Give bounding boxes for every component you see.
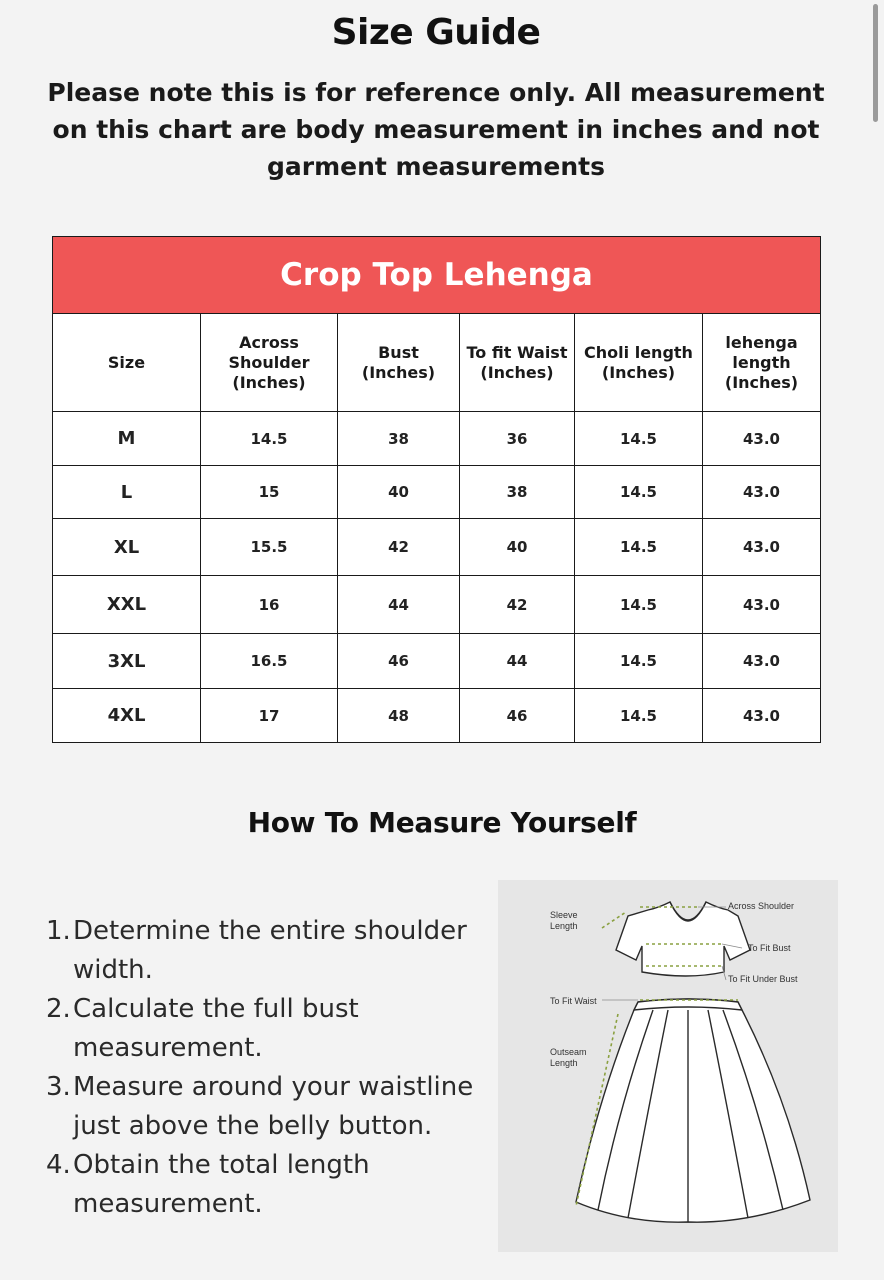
value-cell: 42 <box>338 519 460 576</box>
step-text: Obtain the total length measurement. <box>73 1150 370 1219</box>
value-cell: 16 <box>201 576 338 634</box>
header-size: Size <box>53 314 201 412</box>
label-to-fit-bust: To Fit Bust <box>748 943 791 953</box>
value-cell: 14.5 <box>575 634 703 689</box>
value-cell: 38 <box>460 466 575 519</box>
value-cell: 43.0 <box>703 519 821 576</box>
step-text: Calculate the full bust measurement. <box>73 994 359 1063</box>
value-cell: 46 <box>460 689 575 743</box>
value-cell: 44 <box>460 634 575 689</box>
value-cell: 14.5 <box>575 519 703 576</box>
size-cell: XXL <box>53 576 201 634</box>
size-cell: M <box>53 412 201 466</box>
size-cell: 4XL <box>53 689 201 743</box>
lehenga-diagram-illustration <box>498 880 838 1252</box>
value-cell: 17 <box>201 689 338 743</box>
step-item <box>46 912 491 990</box>
label-to-fit-waist: To Fit Waist <box>550 996 597 1006</box>
label-to-fit-under-bust: To Fit Under Bust <box>728 974 798 984</box>
label-sleeve: Sleeve <box>550 910 578 920</box>
step-item <box>46 990 491 1068</box>
size-cell: L <box>53 466 201 519</box>
value-cell: 14.5 <box>575 689 703 743</box>
value-cell: 40 <box>460 519 575 576</box>
step-text: Determine the entire shoulder width. <box>73 916 467 985</box>
step-item <box>46 1146 491 1224</box>
step-number: 2. <box>46 994 71 1024</box>
value-cell: 15.5 <box>201 519 338 576</box>
header-waist: To fit Waist (Inches) <box>460 314 575 412</box>
size-cell: 3XL <box>53 634 201 689</box>
header-row <box>53 314 821 412</box>
how-to-measure-title: How To Measure Yourself <box>247 806 637 839</box>
step-number: 3. <box>46 1072 71 1102</box>
value-cell: 14.5 <box>575 466 703 519</box>
measurement-diagram <box>498 880 838 1252</box>
table-row <box>53 689 821 743</box>
step-number: 1. <box>46 916 71 946</box>
value-cell: 16.5 <box>201 634 338 689</box>
header-choli-length: Choli length (Inches) <box>575 314 703 412</box>
table-row <box>53 412 821 466</box>
value-cell: 48 <box>338 689 460 743</box>
value-cell: 46 <box>338 634 460 689</box>
label-across-shoulder: Across Shoulder <box>728 901 795 911</box>
header-bust: Bust (Inches) <box>338 314 460 412</box>
size-cell: XL <box>53 519 201 576</box>
value-cell: 36 <box>460 412 575 466</box>
value-cell: 15 <box>201 466 338 519</box>
page-title: Size Guide <box>331 12 541 53</box>
label-outseam-length: Length <box>550 1058 578 1068</box>
step-item <box>46 1068 491 1146</box>
value-cell: 14.5 <box>575 576 703 634</box>
reference-note: Please note this is for reference only. All measurement on this chart are body measurement in inches and not garment measurements <box>47 78 825 181</box>
size-chart-table <box>52 236 821 743</box>
table-banner: Crop Top Lehenga <box>53 237 821 314</box>
value-cell: 38 <box>338 412 460 466</box>
header-across-shoulder: Across Shoulder (Inches) <box>201 314 338 412</box>
step-text: Measure around your waistline just above the belly button. <box>73 1072 474 1141</box>
measure-steps-list <box>46 912 491 1224</box>
scrollbar[interactable] <box>873 4 878 122</box>
value-cell: 43.0 <box>703 634 821 689</box>
step-number: 4. <box>46 1150 71 1180</box>
value-cell: 43.0 <box>703 689 821 743</box>
value-cell: 14.5 <box>575 412 703 466</box>
value-cell: 44 <box>338 576 460 634</box>
value-cell: 43.0 <box>703 576 821 634</box>
table-row <box>53 634 821 689</box>
table-row <box>53 576 821 634</box>
table-row <box>53 519 821 576</box>
header-lehenga-length: lehenga length (Inches) <box>703 314 821 412</box>
label-sleeve-length: Length <box>550 921 578 931</box>
value-cell: 42 <box>460 576 575 634</box>
value-cell: 40 <box>338 466 460 519</box>
value-cell: 14.5 <box>201 412 338 466</box>
label-outseam: Outseam <box>550 1047 587 1057</box>
table-row <box>53 466 821 519</box>
value-cell: 43.0 <box>703 412 821 466</box>
value-cell: 43.0 <box>703 466 821 519</box>
